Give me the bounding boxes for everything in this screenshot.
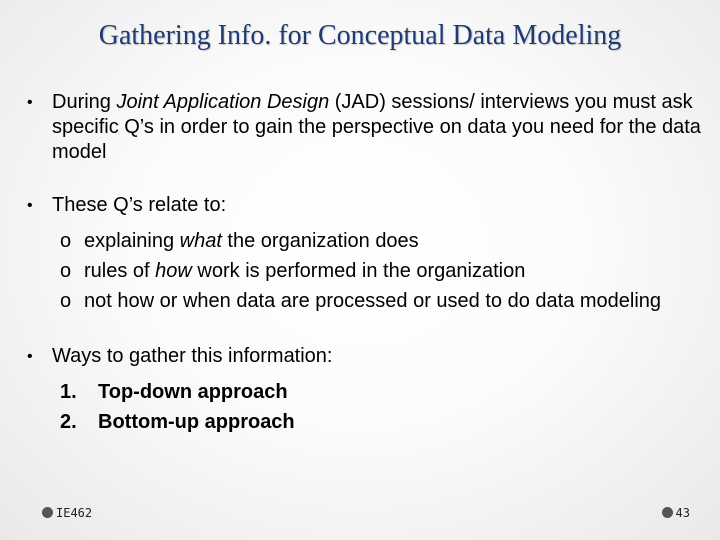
circle-bullet-icon: o [60,260,72,282]
number-marker: 2. [60,411,77,433]
sub-item-what-part2: what [179,230,222,252]
bullet-dot-icon: • [27,94,33,111]
circle-bullet-icon: o [60,290,72,312]
footer-page-number [662,506,690,520]
bullet-questions-text: These Q’s relate to: [52,194,227,216]
bullet-questions [22,193,702,316]
sub-item-how-part3: work is performed in the organization [191,260,526,282]
sub-item-not-how [52,286,702,316]
sub-item-what-part1: explaining [84,230,180,252]
sub-item-what [52,226,702,256]
bullet-ways-text: Ways to gather this information: [52,345,333,367]
bullet-jad-part1: During [52,91,117,113]
numbered-item-top-down-text: Top-down approach [98,381,288,403]
numbered-item-bottom-up [52,407,702,437]
sub-item-not-how-text: not how or when data are processed or used to do data modeling [84,290,662,312]
footer-left-text: IE462 [56,506,93,520]
bullet-jad [22,90,702,165]
footer-dot-icon [42,507,53,518]
footer-dot-icon [662,507,673,518]
numbered-item-top-down [52,377,702,407]
number-marker: 1. [60,381,77,403]
footer-course-code [42,506,92,520]
sub-item-what-part3: the organization does [221,230,419,252]
bullet-dot-icon: • [27,348,33,365]
sub-item-how-part2: how [155,260,192,282]
bullet-dot-icon: • [27,197,33,214]
bullet-jad-part2: Joint Application Design [116,91,330,113]
bullet-ways [22,344,702,437]
bullet-jad-part3: (JAD) sessions/ interviews you must ask specific Q’s in order to gain the perspective on data you need for the data model [52,91,701,163]
numbered-item-bottom-up-text: Bottom-up approach [98,411,295,433]
ways-numbered-list [52,377,702,437]
sub-item-how-part1: rules of [84,260,156,282]
slide-content [22,90,702,437]
sub-item-how [52,256,702,286]
footer-right-text: 43 [675,506,690,520]
slide-title: Gathering Info. for Conceptual Data Modeling [98,20,622,51]
questions-sub-list [52,226,702,316]
circle-bullet-icon: o [60,230,72,252]
